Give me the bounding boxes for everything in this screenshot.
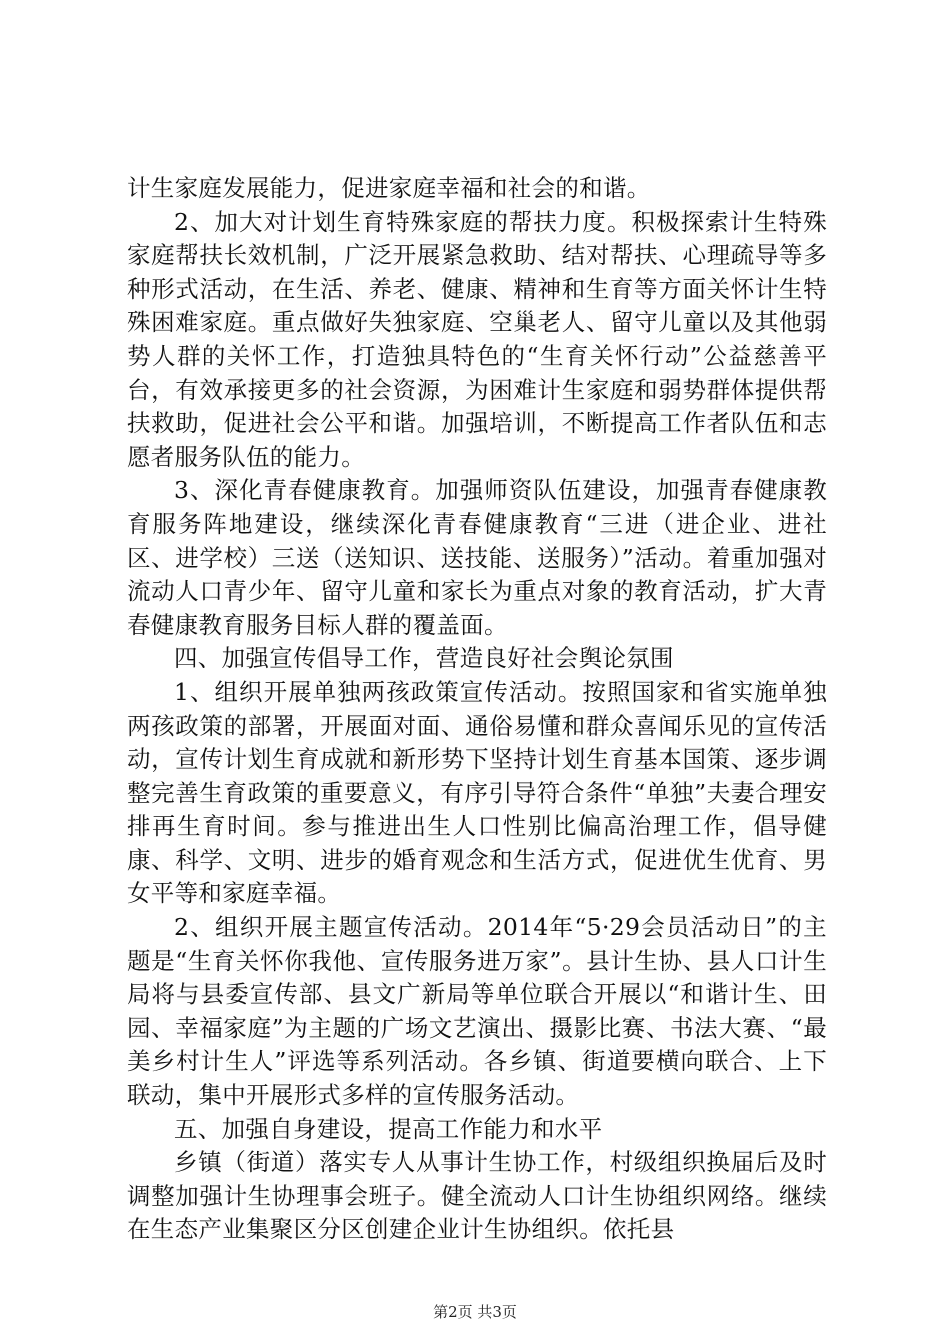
section-heading-self-building: 五、加强自身建设，提高工作能力和水平 <box>174 1114 603 1143</box>
document-body <box>127 172 827 1247</box>
paragraph-organization: 乡镇（街道）落实专人从事计生协工作，村级组织换届后及时调整加强计生协理事会班子。健全流动人口计生协组织网络。继续在生态产业集聚区分区创建企业计生协组织。依托县 <box>127 1148 827 1244</box>
section-heading-publicity: 四、加强宣传倡导工作，营造良好社会舆论氛围 <box>174 644 674 673</box>
page-number-footer: 第2页 共3页 <box>433 1303 517 1321</box>
paragraph-theme-campaign: 2、组织开展主题宣传活动。2014年“5·29会员活动日”的主题是“生育关怀你我他、宣传服务进万家”。县计生协、县人口计生局将与县委宣传部、县文广新局等单位联合开展以“和谐计生、田园、幸福家庭”为主题的广场文艺演出、摄影比赛、书法大赛、“最美乡村计生人”评选等系列活动。各乡镇、街道要横向联合、上下联动，集中开展形式多样的宣传服务活动。 <box>127 913 827 1110</box>
paragraph-continuation: 计生家庭发展能力，促进家庭幸福和社会的和谐。 <box>127 174 651 202</box>
paragraph-youth-health-education: 3、深化青春健康教育。加强师资队伍建设，加强青春健康教育服务阵地建设，继续深化青春健康教育“三进（进企业、进社区、进学校）三送（送知识、送技能、送服务）”活动。着重加强对流动人口青少年、留守儿童和家长为重点对象的教育活动，扩大青春健康教育服务目标人群的覆盖面。 <box>127 476 827 639</box>
paragraph-two-child-policy: 1、组织开展单独两孩政策宣传活动。按照国家和省实施单独两孩政策的部署，开展面对面、通俗易懂和群众喜闻乐见的宣传活动，宣传计划生育成就和新形势下坚持计划生育基本国策、逐步调整完善生育政策的重要意义，有序引导符合条件“单独”夫妻合理安排再生育时间。参与推进出生人口性别比偏高治理工作，倡导健康、科学、文明、进步的婚育观念和生活方式，促进优生优育、男女平等和家庭幸福。 <box>127 677 827 908</box>
paragraph-special-family-support: 2、加大对计划生育特殊家庭的帮扶力度。积极探索计生特殊家庭帮扶长效机制，广泛开展紧急救助、结对帮扶、心理疏导等多种形式活动，在生活、养老、健康、精神和生育等方面关怀计生特殊困难家庭。重点做好失独家庭、空巢老人、留守儿童以及其他弱势人群的关怀工作，打造独具特色的“生育关怀行动”公益慈善平台，有效承接更多的社会资源，为困难计生家庭和弱势群体提供帮扶救助，促进社会公平和谐。加强培训，不断提高工作者队伍和志愿者服务队伍的能力。 <box>127 207 827 471</box>
